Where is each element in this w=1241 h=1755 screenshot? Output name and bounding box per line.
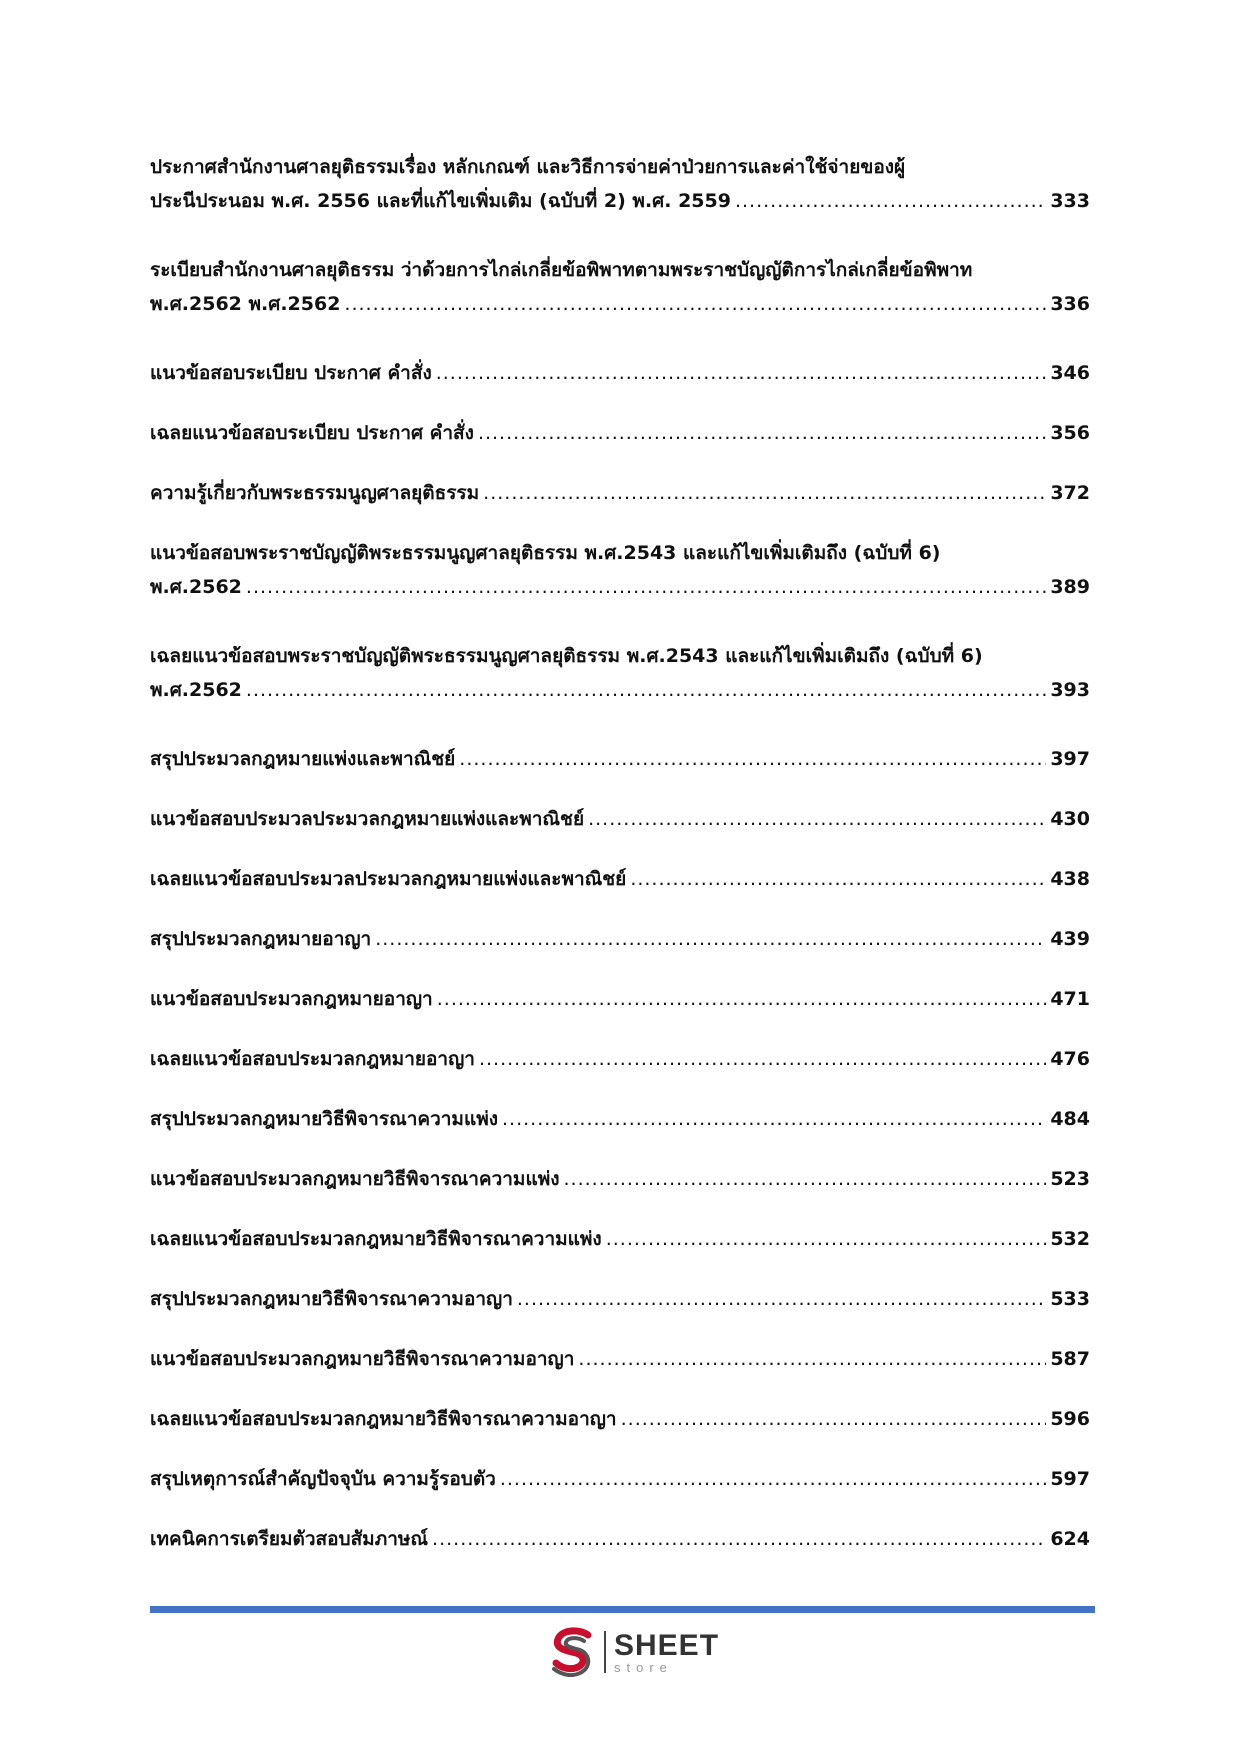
footer-rule	[150, 1606, 1095, 1613]
toc-leader-dots	[478, 416, 1046, 450]
toc-entry	[150, 982, 1090, 1016]
toc-entry-title: เฉลยแนวข้อสอบประมวลประมวลกฎหมายแพ่งและพาณิชย์	[150, 868, 627, 890]
toc-entry	[150, 802, 1090, 836]
toc-entry-line	[150, 1042, 1090, 1076]
toc-entry-title: แนวข้อสอบประมวลกฎหมายวิธีพิจารณาความแพ่ง	[150, 1168, 560, 1190]
toc-page-number: 533	[1050, 1288, 1090, 1310]
toc-entry-line	[150, 287, 1090, 321]
toc-entry-line	[150, 476, 1090, 510]
toc-page-number: 430	[1050, 808, 1090, 830]
toc-entry-title: สรุปประมวลกฎหมายวิธีพิจารณาความอาญา	[150, 1288, 513, 1310]
toc-entry-title: ประนีประนอม พ.ศ. 2556 และที่แก้ไขเพิ่มเติม (ฉบับที่ 2) พ.ศ. 2559	[150, 190, 731, 212]
toc-entry-line	[150, 150, 1090, 184]
toc-leader-dots	[502, 1102, 1046, 1136]
logo-separator	[604, 1631, 606, 1673]
toc-entry-line	[150, 639, 1090, 673]
toc-entry-line	[150, 1222, 1090, 1256]
logo-wordmark	[614, 1628, 720, 1675]
toc-leader-dots	[375, 922, 1046, 956]
toc-entry-title: สรุปเหตุการณ์สำคัญปัจจุบัน ความรู้รอบตัว	[150, 1468, 496, 1490]
toc-leader-dots	[735, 184, 1046, 218]
toc-entry	[150, 1402, 1090, 1436]
toc-entry	[150, 1162, 1090, 1196]
toc-entry	[150, 862, 1090, 896]
toc-entry	[150, 253, 1090, 321]
toc-entry	[150, 150, 1090, 218]
toc-entry	[150, 1342, 1090, 1376]
toc-entry-title: แนวข้อสอบประมวลกฎหมายวิธีพิจารณาความอาญา	[150, 1348, 575, 1370]
toc-entry-title: แนวข้อสอบประมวลประมวลกฎหมายแพ่งและพาณิชย์	[150, 808, 585, 830]
toc-entry	[150, 1462, 1090, 1496]
toc-leader-dots	[437, 982, 1047, 1016]
toc-leader-dots	[630, 862, 1046, 896]
toc-page-number: 356	[1050, 422, 1090, 444]
toc-entry	[150, 1042, 1090, 1076]
toc-page-number: 336	[1050, 293, 1090, 315]
toc-page-number: 523	[1050, 1168, 1090, 1190]
toc-entry-title: สรุปประมวลกฎหมายแพ่งและพาณิชย์	[150, 748, 456, 770]
toc-entry-line	[150, 184, 1090, 218]
toc-page-number: 438	[1050, 868, 1090, 890]
toc-entry-line	[150, 1282, 1090, 1316]
toc-entry	[150, 1282, 1090, 1316]
toc-leader-dots	[246, 570, 1046, 604]
toc-entry-line	[150, 802, 1090, 836]
toc-entry-line	[150, 862, 1090, 896]
toc-page-number: 393	[1050, 679, 1090, 701]
toc-leader-dots	[578, 1342, 1046, 1376]
toc-entry-title: เฉลยแนวข้อสอบประมวลกฎหมายอาญา	[150, 1048, 475, 1070]
toc-entry	[150, 922, 1090, 956]
toc-page-number: 346	[1050, 362, 1090, 384]
toc-entry-line	[150, 1522, 1090, 1556]
toc-entry	[150, 536, 1090, 604]
toc-entry	[150, 1222, 1090, 1256]
toc-entry-title: แนวข้อสอบประมวลกฎหมายอาญา	[150, 988, 433, 1010]
toc-page-number: 476	[1050, 1048, 1090, 1070]
logo-sub: store	[614, 1659, 673, 1675]
toc-page-number: 532	[1050, 1228, 1090, 1250]
toc-entry-line	[150, 742, 1090, 776]
toc-leader-dots	[621, 1402, 1047, 1436]
toc-entry-line	[150, 416, 1090, 450]
toc-page-number: 624	[1050, 1528, 1090, 1550]
toc-entry	[150, 1522, 1090, 1556]
toc-page-number: 484	[1050, 1108, 1090, 1130]
toc-entry-line	[150, 1162, 1090, 1196]
toc-entry-line	[150, 536, 1090, 570]
toc-entry-title: เฉลยแนวข้อสอบระเบียบ ประกาศ คำสั่ง	[150, 422, 474, 444]
toc-leader-dots	[588, 802, 1046, 836]
toc-entry-line	[150, 982, 1090, 1016]
toc-entry-line	[150, 1102, 1090, 1136]
toc-entry-title: เฉลยแนวข้อสอบประมวลกฎหมายวิธีพิจารณาความอาญา	[150, 1408, 617, 1430]
toc-entry-title: ความรู้เกี่ยวกับพระธรรมนูญศาลยุติธรรม	[150, 482, 480, 504]
toc-entry-line	[150, 1342, 1090, 1376]
footer-logo	[550, 1626, 719, 1678]
toc-entry-title: เฉลยแนวข้อสอบประมวลกฎหมายวิธีพิจารณาความแพ่ง	[150, 1228, 602, 1250]
toc-page-number: 596	[1050, 1408, 1090, 1430]
toc-entry-line	[150, 570, 1090, 604]
toc-page-number: 597	[1050, 1468, 1090, 1490]
sheet-store-s-logo-icon	[550, 1627, 596, 1677]
toc-leader-dots	[606, 1222, 1047, 1256]
toc-leader-dots	[483, 476, 1046, 510]
toc-entry	[150, 742, 1090, 776]
toc-leader-dots	[432, 1522, 1046, 1556]
toc-entry-title: พ.ศ.2562 พ.ศ.2562	[150, 293, 341, 315]
toc-entry	[150, 639, 1090, 707]
toc-page-number: 389	[1050, 576, 1090, 598]
toc-leader-dots	[246, 673, 1046, 707]
toc-entry-title: สรุปประมวลกฎหมายวิธีพิจารณาความแพ่ง	[150, 1108, 498, 1130]
toc-entry	[150, 356, 1090, 390]
toc-entry-title: สรุปประมวลกฎหมายอาญา	[150, 928, 372, 950]
toc-leader-dots	[564, 1162, 1047, 1196]
toc-leader-dots	[436, 356, 1047, 390]
toc-leader-dots	[517, 1282, 1046, 1316]
toc-entry-title: ประกาศสำนักงานศาลยุติธรรมเรื่อง หลักเกณฑ์ และวิธีการจ่ายค่าป่วยการและค่าใช้จ่ายของผู้	[150, 156, 906, 178]
toc-entry-title: พ.ศ.2562	[150, 679, 242, 701]
toc-page-number: 471	[1050, 988, 1090, 1010]
table-of-contents	[150, 150, 1090, 1582]
toc-entry-line	[150, 922, 1090, 956]
toc-entry-line	[150, 1462, 1090, 1496]
toc-entry-title: เฉลยแนวข้อสอบพระราชบัญญัติพระธรรมนูญศาลยุติธรรม พ.ศ.2543 และแก้ไขเพิ่มเติมถึง (ฉบับที่ 6)	[150, 645, 983, 667]
toc-leader-dots	[459, 742, 1046, 776]
toc-leader-dots	[344, 287, 1046, 321]
toc-leader-dots	[479, 1042, 1046, 1076]
toc-entry-line	[150, 356, 1090, 390]
toc-page-number: 439	[1050, 928, 1090, 950]
toc-page-number: 397	[1050, 748, 1090, 770]
toc-entry-title: เทคนิคการเตรียมตัวสอบสัมภาษณ์	[150, 1528, 429, 1550]
toc-entry-title: แนวข้อสอบพระราชบัญญัติพระธรรมนูญศาลยุติธรรม พ.ศ.2543 และแก้ไขเพิ่มเติมถึง (ฉบับที่ 6)	[150, 542, 941, 564]
toc-leader-dots	[500, 1462, 1046, 1496]
toc-page-number: 333	[1050, 190, 1090, 212]
toc-entry-line	[150, 1402, 1090, 1436]
toc-page-number: 372	[1050, 482, 1090, 504]
toc-page-number: 587	[1050, 1348, 1090, 1370]
toc-entry-title: ระเบียบสำนักงานศาลยุติธรรม ว่าด้วยการไกล่เกลี่ยข้อพิพาทตามพระราชบัญญัติการไกล่เกลี่ยข้อพิพาท	[150, 259, 973, 281]
toc-entry-title: พ.ศ.2562	[150, 576, 242, 598]
toc-entry-title: แนวข้อสอบระเบียบ ประกาศ คำสั่ง	[150, 362, 432, 384]
toc-entry	[150, 416, 1090, 450]
toc-entry-line	[150, 673, 1090, 707]
toc-entry-line	[150, 253, 1090, 287]
toc-entry	[150, 476, 1090, 510]
logo-name: SHEET	[614, 1628, 720, 1662]
toc-entry	[150, 1102, 1090, 1136]
